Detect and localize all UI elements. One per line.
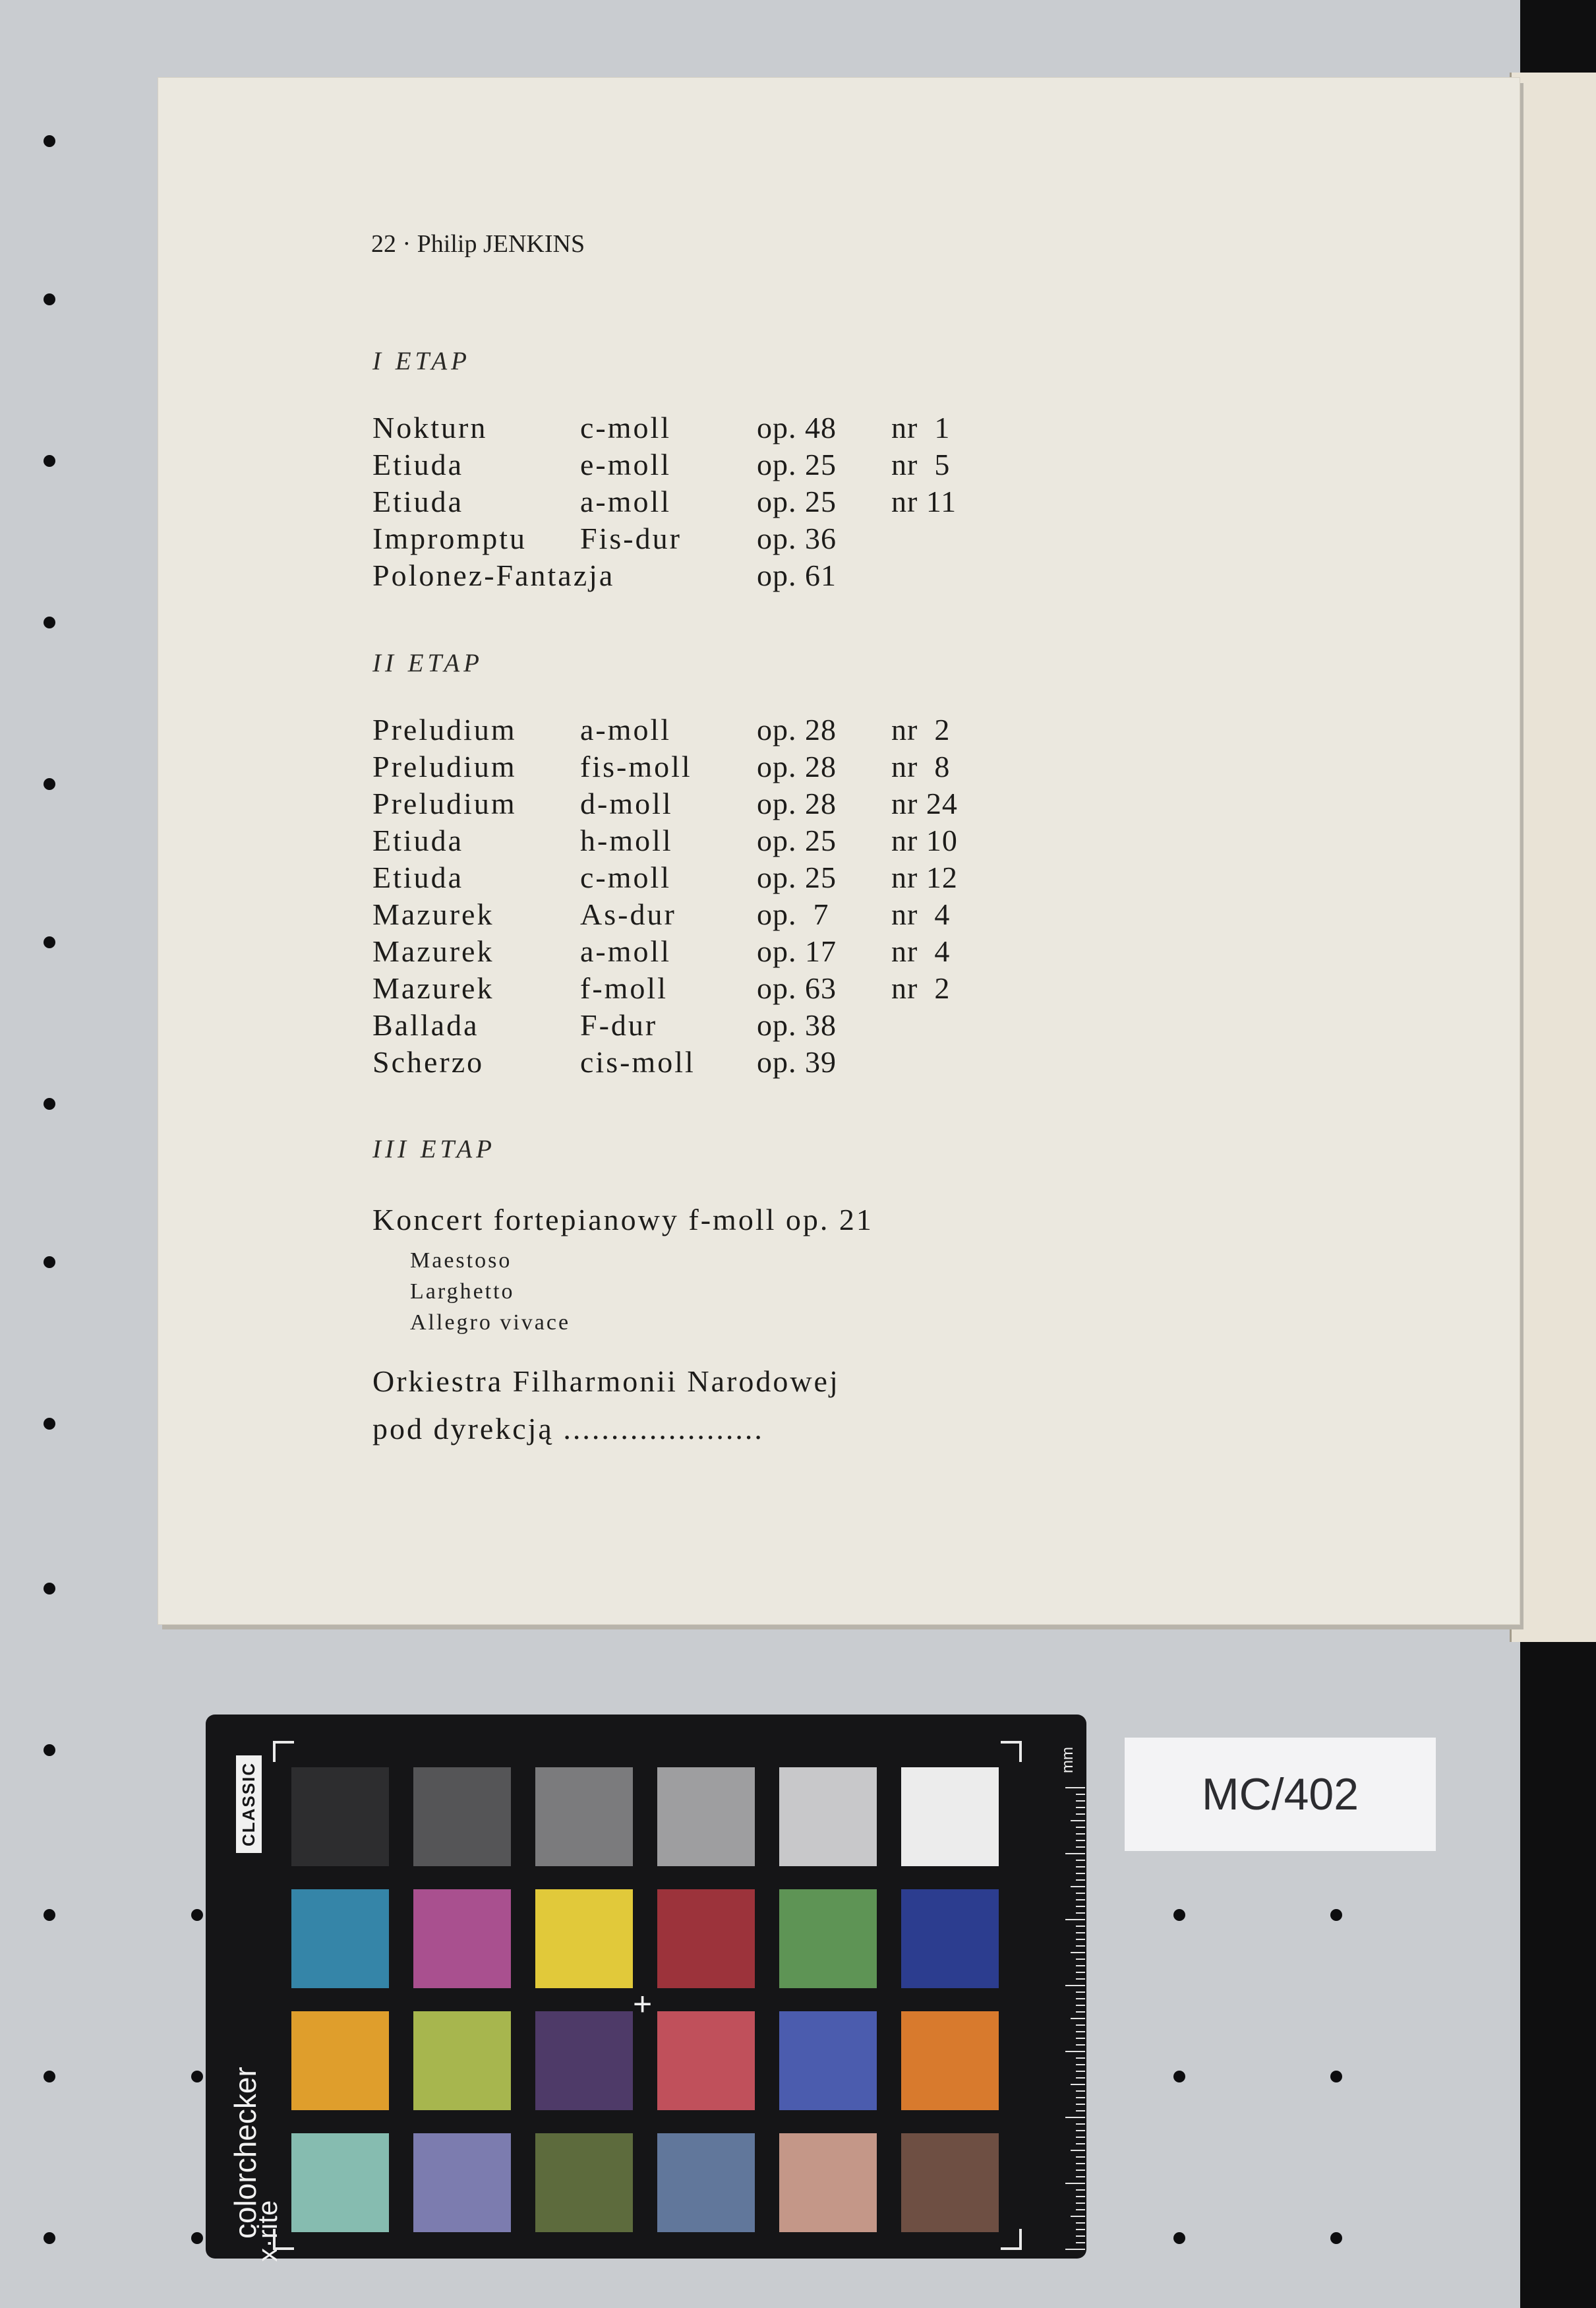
piece-number: nr 1 <box>891 411 951 444</box>
ruler-tick <box>1076 1800 1085 1802</box>
piece-number: nr 10 <box>891 824 958 857</box>
piece-name: Preludium <box>372 750 517 783</box>
movement-2: Larghetto <box>410 1279 515 1304</box>
ruler-tick <box>1076 1827 1085 1828</box>
ruler-tick <box>1076 1906 1085 1907</box>
ruler-tick <box>1071 1952 1085 1953</box>
ruler-tick <box>1076 1893 1085 1894</box>
ruler-tick <box>1076 2209 1085 2210</box>
ruler-tick <box>1076 2222 1085 2224</box>
ruler-tick <box>1076 1873 1085 1874</box>
opus-number: op. 25 <box>757 824 837 857</box>
color-swatch <box>413 2133 511 2232</box>
ruler-tick <box>1076 1879 1085 1881</box>
ruler-tick <box>1076 2011 1085 2013</box>
key-name: a-moll <box>580 934 672 968</box>
piece-name: Impromptu <box>372 522 527 555</box>
key-name: h-moll <box>580 824 673 857</box>
opus-number: op. 39 <box>757 1045 837 1079</box>
key-name: e-moll <box>580 448 672 481</box>
corner-mark-top-left <box>273 1741 294 1762</box>
piece-number: nr 2 <box>891 713 951 746</box>
ruler-tick <box>1065 2183 1085 2184</box>
scanner-hole <box>44 1744 55 1756</box>
ruler-tick <box>1076 1813 1085 1815</box>
scanner-hole <box>44 1098 55 1110</box>
piece-number: nr 4 <box>891 934 951 968</box>
ruler-tick <box>1076 1932 1085 1933</box>
scanner-hole <box>1173 2232 1185 2244</box>
ruler-tick <box>1076 2176 1085 2177</box>
scanner-hole <box>44 778 55 790</box>
ruler-tick <box>1076 1972 1085 1973</box>
color-swatch <box>779 2133 877 2232</box>
color-swatch <box>413 2011 511 2110</box>
ruler-tick <box>1076 2202 1085 2204</box>
scanner-hole <box>44 2071 55 2082</box>
piece-name: Etiuda <box>372 861 464 894</box>
opus-number: op. 63 <box>757 971 837 1005</box>
ruler-tick <box>1076 1840 1085 1841</box>
ruler-tick <box>1076 1866 1085 1868</box>
piece-number: nr 2 <box>891 971 951 1005</box>
ruler-tick <box>1076 2156 1085 2158</box>
color-swatch <box>535 1889 633 1988</box>
ruler-tick <box>1076 2024 1085 2026</box>
catalogue-label <box>1125 1738 1436 1851</box>
color-swatch <box>779 1889 877 1988</box>
ruler-tick <box>1076 1846 1085 1848</box>
scanner-hole <box>1330 1909 1342 1921</box>
piece-name: Polonez-Fantazja <box>372 559 615 592</box>
piece-name: Nokturn <box>372 411 488 444</box>
opus-number: op. 36 <box>757 522 837 555</box>
color-swatch <box>657 1767 755 1866</box>
ruler-tick <box>1076 2229 1085 2230</box>
key-name: fis-moll <box>580 750 692 783</box>
ruler-tick <box>1076 2170 1085 2171</box>
ruler-tick <box>1065 2051 1085 2052</box>
ruler-tick <box>1076 2110 1085 2111</box>
ruler-tick <box>1076 1998 1085 1999</box>
piece-number: nr 24 <box>891 787 958 820</box>
color-swatch <box>413 1767 511 1866</box>
color-swatch <box>535 2011 633 2110</box>
ruler-tick <box>1076 1991 1085 1993</box>
ruler-tick <box>1076 2196 1085 2197</box>
scanner-hole <box>44 1909 55 1921</box>
piece-name: Mazurek <box>372 971 494 1005</box>
piece-number: nr 12 <box>891 861 958 894</box>
ruler-tick <box>1076 1912 1085 1914</box>
ruler-tick <box>1065 1919 1085 1920</box>
stage-2-title: II ETAP <box>372 649 483 677</box>
scanner-hole <box>1330 2232 1342 2244</box>
scanner-hole <box>191 1909 203 1921</box>
classic-badge: CLASSIC <box>236 1755 262 1853</box>
ruler-tick <box>1076 1899 1085 1900</box>
piece-number: nr 5 <box>891 448 951 481</box>
opus-number: op. 25 <box>757 485 837 518</box>
ruler-tick <box>1071 1820 1085 1821</box>
key-name: c-moll <box>580 411 672 444</box>
ruler-tick <box>1076 1833 1085 1835</box>
color-swatch <box>535 1767 633 1866</box>
color-swatch <box>291 2011 389 2110</box>
color-swatch <box>657 2133 755 2232</box>
ruler-tick <box>1076 1794 1085 1795</box>
ruler-tick <box>1076 2235 1085 2237</box>
ruler-tick <box>1076 2077 1085 2079</box>
key-name: cis-moll <box>580 1045 695 1079</box>
opus-number: op. 28 <box>757 750 837 783</box>
ruler-tick <box>1071 2084 1085 2085</box>
ruler-tick <box>1076 1965 1085 1966</box>
scanner-hole <box>1173 2071 1185 2082</box>
corner-mark-bottom-right <box>1001 2229 1022 2250</box>
ruler-tick <box>1076 1926 1085 1927</box>
color-swatch <box>535 2133 633 2232</box>
scanner-hole <box>44 455 55 467</box>
ruler-tick <box>1076 2123 1085 2125</box>
piece-name: Etiuda <box>372 485 464 518</box>
ruler-tick <box>1076 2044 1085 2046</box>
ruler-unit: mm <box>1058 1747 1077 1773</box>
piece-name: Preludium <box>372 713 517 746</box>
ruler-tick <box>1076 2090 1085 2092</box>
ruler-tick <box>1076 1860 1085 1861</box>
color-swatch <box>291 1889 389 1988</box>
ruler-tick <box>1076 2143 1085 2144</box>
key-name: F-dur <box>580 1008 658 1042</box>
ruler-tick <box>1076 1807 1085 1808</box>
ruler-tick <box>1076 1978 1085 1980</box>
scanner-hole <box>191 2071 203 2082</box>
color-swatch <box>291 1767 389 1866</box>
ruler-tick <box>1065 2249 1085 2250</box>
ruler-tick <box>1065 1985 1085 1986</box>
orchestra-line: Orkiestra Filharmonii Narodowej <box>372 1364 840 1398</box>
color-swatch <box>657 2011 755 2110</box>
stage-3-title: III ETAP <box>372 1135 496 1163</box>
scanner-hole <box>44 293 55 305</box>
piece-number: nr 11 <box>891 485 957 518</box>
opus-number: op. 25 <box>757 448 837 481</box>
piece-name: Ballada <box>372 1008 479 1042</box>
scanner-hole <box>44 1418 55 1430</box>
opus-number: op. 38 <box>757 1008 837 1042</box>
ruler-tick <box>1076 2031 1085 2032</box>
key-name: d-moll <box>580 787 673 820</box>
mm-ruler <box>1063 1787 1085 2249</box>
ruler-tick <box>1076 2242 1085 2243</box>
stage-1-title: I ETAP <box>372 347 471 375</box>
key-name: c-moll <box>580 861 672 894</box>
ruler-tick <box>1076 2189 1085 2191</box>
key-name: Fis-dur <box>580 522 682 555</box>
ruler-tick <box>1065 1853 1085 1854</box>
piece-name: Etiuda <box>372 824 464 857</box>
ruler-tick <box>1076 2071 1085 2072</box>
opus-number: op. 48 <box>757 411 837 444</box>
scanner-hole <box>44 1583 55 1594</box>
crosshair-icon: + <box>633 1986 653 2022</box>
ruler-tick <box>1065 1787 1085 1788</box>
scanner-hole <box>44 135 55 147</box>
ruler-tick <box>1076 2038 1085 2039</box>
opus-number: op. 61 <box>757 559 837 592</box>
movement-3: Allegro vivace <box>410 1310 571 1335</box>
scanner-hole <box>44 1256 55 1268</box>
xrite-logo: x·rite <box>252 2200 283 2262</box>
opus-number: op. 7 <box>757 897 829 931</box>
key-name: f-moll <box>580 971 668 1005</box>
key-name: a-moll <box>580 485 672 518</box>
ruler-tick <box>1071 2216 1085 2217</box>
piece-number: nr 4 <box>891 897 951 931</box>
ruler-tick <box>1076 1945 1085 1947</box>
color-swatch <box>901 2011 999 2110</box>
key-name: As-dur <box>580 897 676 931</box>
ruler-tick <box>1071 2150 1085 2151</box>
key-name: a-moll <box>580 713 672 746</box>
scanner-hole <box>44 2232 55 2244</box>
opus-number: op. 25 <box>757 861 837 894</box>
piece-name: Mazurek <box>372 934 494 968</box>
color-swatch <box>779 1767 877 1866</box>
corner-mark-top-right <box>1001 1741 1022 1762</box>
opus-number: op. 28 <box>757 787 837 820</box>
scanner-hole <box>1330 2071 1342 2082</box>
ruler-tick <box>1076 1939 1085 1940</box>
scanner-hole <box>44 617 55 628</box>
opus-number: op. 17 <box>757 934 837 968</box>
color-swatch <box>901 2133 999 2232</box>
colorchecker-logo: colorchecker <box>228 2067 262 2239</box>
concerto-line: Koncert fortepianowy f-moll op. 21 <box>372 1203 873 1236</box>
color-swatch <box>413 1889 511 1988</box>
piece-number: nr 8 <box>891 750 951 783</box>
scanner-hole <box>1173 1909 1185 1921</box>
ruler-tick <box>1065 2117 1085 2118</box>
ruler-tick <box>1076 2137 1085 2138</box>
piece-name: Preludium <box>372 787 517 820</box>
piece-name: Mazurek <box>372 897 494 931</box>
color-swatch <box>657 1889 755 1988</box>
opus-number: op. 28 <box>757 713 837 746</box>
ruler-tick <box>1076 2097 1085 2098</box>
scanner-hole <box>44 936 55 948</box>
ruler-tick <box>1076 2057 1085 2059</box>
scanner-hole <box>191 2232 203 2244</box>
color-swatch <box>901 1889 999 1988</box>
ruler-tick <box>1076 2130 1085 2131</box>
ruler-tick <box>1076 2064 1085 2065</box>
ruler-tick <box>1076 1959 1085 1960</box>
color-swatch <box>779 2011 877 2110</box>
facing-page-edge <box>1510 73 1596 1642</box>
ruler-tick <box>1071 2018 1085 2019</box>
corner-mark-bottom-left <box>273 2229 294 2250</box>
piece-name: Etiuda <box>372 448 464 481</box>
ruler-tick <box>1076 2163 1085 2164</box>
color-swatch <box>291 2133 389 2232</box>
ruler-tick <box>1071 1886 1085 1887</box>
ruler-tick <box>1076 2005 1085 2006</box>
running-head: 22 · Philip JENKINS <box>371 230 585 258</box>
catalogue-label-text: MC/402 <box>1201 1769 1359 1819</box>
conductor-line: pod dyrekcją ..................... <box>372 1412 764 1445</box>
movement-1: Maestoso <box>410 1248 512 1273</box>
piece-name: Scherzo <box>372 1045 485 1079</box>
ruler-tick <box>1076 2104 1085 2105</box>
color-swatch <box>901 1767 999 1866</box>
